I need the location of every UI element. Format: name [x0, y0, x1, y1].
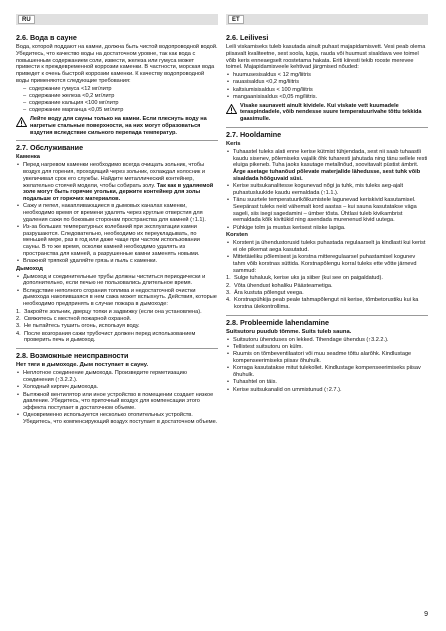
list-item: • Korraga kasutatakse mitut tulekollet. Kindlustage kompenseerimiseks piisav õhuhulk.	[226, 365, 428, 378]
warning-icon	[226, 104, 237, 114]
list-item: 2. Свяжитесь с местной пожарной охраной.	[16, 316, 132, 323]
list-item: 3. Ära kustuta põlengut veega.	[226, 289, 304, 296]
list-item: • Kerise suitsukanalid on ummistunud (↑2.7.).	[226, 387, 428, 394]
warning-note	[226, 103, 428, 123]
list-item: • Kerise suitsukanalitesse kogunevad nõgi ja tuhk, mis tuleks aeg-ajalt puhastusluukide kaudu eemaldada (↑1.1.).	[226, 183, 428, 196]
list-item: • Ruumis on tõmbeventilaatori või muu seadme tõttu alarõhk. Kindlustage kompenseerimiseks piisav õhuhulk.	[226, 351, 428, 364]
list-item: • Вытяжной вентилятор или иное устройство в помещении создает низкое давление. Убедитесь, что приточный воздух для компенсации этого эффекта поступает в достаточном объеме.	[16, 392, 218, 412]
list-item: • Korstent ja ühendustorusid tuleks puhastada regulaarselt ja kindlasti kui kerist ei ole pikemat aega kasutatud.	[226, 240, 428, 253]
warning-note	[16, 116, 218, 136]
lang-label-et: ET	[228, 15, 244, 24]
maintenance-list	[226, 149, 428, 231]
list-item: • Холодный кирпич дымохода.	[16, 384, 218, 391]
list-item: 3. Не пытайтесь тушить огонь, используя воду.	[16, 323, 140, 330]
list-item: – содержание кальция <100 мг/литр	[22, 100, 218, 107]
warning-text: Visake saunavett ainult kividele. Kui viskate vett kuumadele teraspindadele, võib nendesse suure temperatuurivahe tõttu tekkida gaasimulle.	[240, 102, 422, 123]
section-title: 2.6. Leilivesi	[226, 33, 269, 42]
header-bar-left	[16, 14, 218, 25]
list-item: • Сажу и пепел, накапливающиеся в дымовых каналах каменки, необходимо время от времени удалять через круглые отверстия для удаления сажи по боковым сторонам пространства для камней (↑1.1).	[16, 203, 218, 223]
column-et	[226, 31, 428, 427]
requirements-list	[226, 72, 428, 101]
maintenance-list	[16, 162, 218, 264]
list-item: • mangaanisisaldus <0,05 mg/liitris.	[226, 94, 428, 101]
section-title: 2.8. Возможные неисправности	[16, 351, 129, 361]
page-number: 9	[424, 610, 428, 618]
language-header	[16, 14, 428, 25]
paragraph: Leili viskamiseks tuleb kasutada ainult puhast majapidamisvett. Vesi peab olema piisavalt kvaliteetne, sest soola, lupja, rauda või huumust sisaldava vee toimel võib keris enneaegselt roostetama hakata. Eriti kiiresti tekib rooste merevee toimel. Majapidamisveele kehtivad järgmised nõuded:	[226, 44, 426, 71]
chimney-list	[16, 274, 218, 308]
list-item: 1. Закройте зольник, дверцу топки и задвижку (если она установлена).	[16, 308, 202, 315]
subsection-label: Нет тяги в дымоходе. Дым поступает в сауну.	[16, 362, 149, 369]
list-item: • Из-за больших температурных колебаний при эксплуатации камни разрушаются. Следовательно, необходимо их переукладывать, по меньшей мере, раз в год или даже чаще при частом использовании сауны. В то же время, осколки камней необходимо удалять из пространства для камней, а разрушенные камни заменять новыми.	[16, 224, 218, 258]
subsection-label: Korsten	[226, 232, 248, 239]
list-item: – содержание железа <0,2 мг/литр	[22, 93, 218, 100]
subsection-label: Дымоход	[16, 265, 43, 272]
section-title: 2.7. Обслуживание	[16, 143, 84, 153]
section-divider	[226, 315, 428, 316]
paragraph: Вода, которой поддают на камни, должна быть чистой водопроводной водой. Убедитесь, что качество воды на достаточном уровне, так как вода с повышенным содержанием соли, извести, железа или гумуса может привести к преждевременной коррозии каменки. В частности, морская вода приведет к очень быстрой коррозии каменки. К качеству водопроводной воды применяются следующие требования:	[16, 44, 218, 84]
subsection-label: Suitsutoru puudub tõmme. Suits tuleb sauna.	[226, 328, 352, 335]
list-item: • Pühkige tolm ja mustus kerisest niiske lapiga.	[226, 225, 428, 232]
section-title: 2.7. Hooldamine	[226, 129, 282, 139]
column-ru	[16, 31, 218, 427]
fire-steps-list	[16, 309, 218, 344]
list-item: • kaltsiumisisaldus < 100 mg/liitris	[226, 87, 428, 94]
section-title: 2.8. Probleemide lahendamine	[226, 317, 330, 327]
list-item: 4. После возгорания сажи трубочист должен перед использованием проверить печь и дымоход.	[16, 330, 196, 344]
list-item: • huumusesisaldus < 12 mg/liitris	[226, 72, 428, 79]
list-item: • Tänu suurtele temperatuurikõikumistele lagunevad keriskivid kasutamisel. Seepärast tuleks neid vähemalt kord aastas – kui sauna kasutatakse väga sageli, siis isegi sagedamini – ümber tõsta. Ühtlasi tuleb kivikambrist eemaldada kõik kivitükid ning asendada murenenud kivid uutega.	[226, 197, 428, 224]
list-item: – содержание гумуса <12 мг/литр	[22, 86, 218, 93]
lang-label-ru: RU	[18, 15, 35, 24]
section-divider	[226, 127, 428, 128]
fire-steps-list	[226, 275, 428, 310]
list-item: • Дымоход и соединительные трубы должны чиститься периодически и дополнительно, если печью не пользовались длительное время.	[16, 274, 218, 287]
list-item	[226, 149, 428, 183]
troubleshooting-list	[226, 337, 428, 394]
list-item: • Tellistest suitsutoru on külm.	[226, 344, 428, 351]
troubleshooting-list	[16, 370, 218, 425]
list-item: • rauasisaldus <0,2 mg/liitris	[226, 79, 428, 86]
list-item: 4. Korstnapühkija peab peale tahmapõlengut nii kerise, tõmbetorustiku kui ka korstna ülekontrollima.	[226, 297, 419, 310]
list-item: • Одновременно используется несколько отопительных устройств. Убедитесь, что компенсирующий воздух поступает в достаточном объеме.	[16, 412, 218, 425]
item-bold-text: Ärge asetage tuhanõud põlevate materjalide lähedusse, sest tuhk võib sisaldada hõõguvaid süsi.	[233, 169, 421, 182]
list-item: • Tuhashtel on täis.	[226, 379, 428, 386]
section-divider	[16, 140, 218, 141]
item-text: Перед нагревом каменки необходимо всегда очищать зольник, чтобы воздух для горения, проходящий через зольник, охлаждал колосник и увеличивал срок его службы. Найдите металлический контейнер, желательно стоячей модели, чтобы собирать золу.	[23, 162, 206, 189]
section-divider	[16, 348, 218, 349]
list-item	[16, 162, 218, 202]
subsection-label: Каменка	[16, 154, 40, 161]
list-item: • Неплотное соединение дымохода. Произведите герметизацию соединения (↑3.2.2.).	[16, 370, 218, 383]
requirements-list	[16, 86, 218, 115]
list-item: • Вследствие неполного сгорания топлива и недостаточной очистки дымохода накопившаяся в нем сажа может вспыхнуть. Действия, которые необходимо предпринять в случае пожара в дымоходе:	[16, 288, 218, 308]
chimney-list	[226, 240, 428, 274]
warning-text: Лейте воду для сауны только на камни. Если плеснуть воду на нагретые стальные поверхности, на них могут образоваться вздутия вследствие сильного перепада температур.	[30, 116, 207, 136]
warning-icon	[16, 117, 27, 127]
header-bar-right	[226, 14, 428, 25]
item-text: Tuhaastel tuleks alati enne kerise kütmist tühjendada, sest nii saab tuhaastli kaudu sisenev, põlemiseks vajalik õhk tuharesti jahutada ning tänu sellele resti eluiga pikeneb. Tuha jaoks kasutage metallnõud, soovitavalt püstist ämbrit.	[233, 149, 428, 169]
section-title: 2.6. Вода в сауне	[16, 33, 77, 42]
list-item: • Mittetäieliku põlemisest ja korstna mitteregulaarsel puhastamisel kogunev tahm võib korstnas süttida. Korstnapõlengu korral tuleks ette võtte järnevd sammud:	[226, 254, 428, 274]
list-item: 2. Võta ühendust kohaliku Päästeametiga.	[226, 282, 333, 289]
subsection-label: Keris	[226, 141, 241, 148]
list-item: – содержание марганца <0,05 мг/литр	[22, 107, 218, 114]
list-item: • Влажной тряпкой удаляйте грязь и пыль с каменки.	[16, 258, 218, 265]
item-bold-text: Так как в удаляемой золе могут быть горячие угольки, держите контейнер для золы подальше от горючих материалов.	[23, 182, 214, 202]
list-item: • Suitsutoru ühenduses on lekked. Tihendage ühendus (↑3.2.2.).	[226, 337, 428, 344]
list-item: 1. Sulge tuhaluuk, kerise uks ja siiber (kui see on paigaldatud).	[226, 275, 383, 282]
